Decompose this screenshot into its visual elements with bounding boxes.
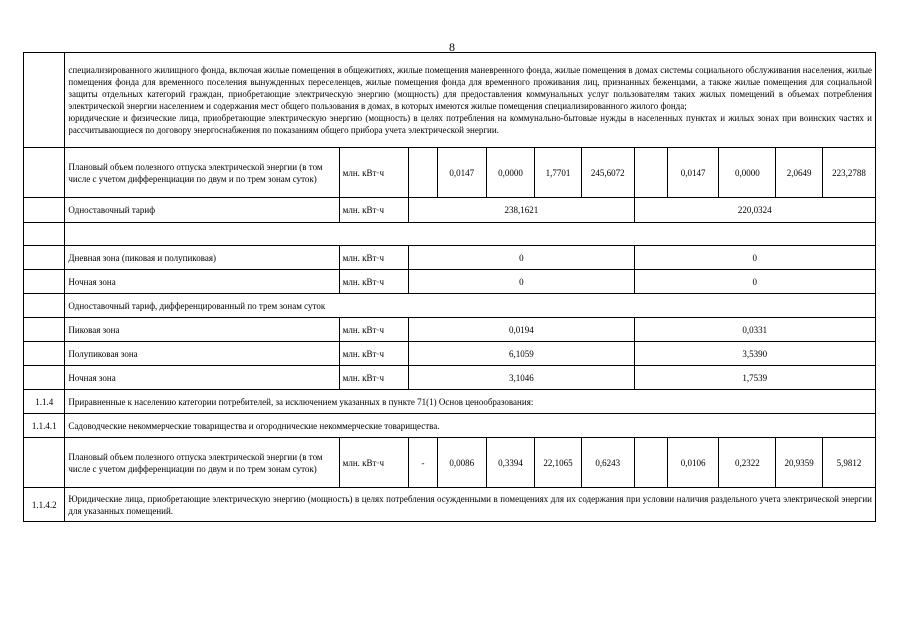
table-row bbox=[24, 366, 876, 390]
value-cell bbox=[409, 148, 438, 198]
table-row bbox=[24, 223, 876, 246]
unit-cell: млн. кВт·ч bbox=[339, 342, 408, 366]
item-number-cell bbox=[24, 438, 65, 488]
row-label: Полупиковая зона bbox=[65, 342, 339, 366]
value-cell: 223,2788 bbox=[822, 148, 875, 198]
value-cell: 3,5390 bbox=[634, 342, 875, 366]
value-cell: 0,0106 bbox=[667, 438, 719, 488]
value-cell: 6,1059 bbox=[409, 342, 635, 366]
tariff-table bbox=[23, 52, 876, 522]
row-label: Пиковая зона bbox=[65, 318, 339, 342]
value-cell: 0 bbox=[634, 246, 875, 270]
value-cell: 0,0147 bbox=[437, 148, 486, 198]
item-number-cell bbox=[24, 366, 65, 390]
item-number-cell bbox=[24, 318, 65, 342]
item-number-cell: 1.1.4.1 bbox=[24, 414, 65, 438]
table-row bbox=[24, 270, 876, 294]
item-number-cell bbox=[24, 223, 65, 246]
table-row bbox=[24, 294, 876, 318]
item-number-cell bbox=[24, 270, 65, 294]
unit-cell: млн. кВт·ч bbox=[339, 198, 408, 223]
table-row bbox=[24, 198, 876, 223]
row-label: Одноставочный тариф bbox=[65, 198, 339, 223]
row-label: Ночная зона bbox=[65, 270, 339, 294]
value-cell: 1,7701 bbox=[535, 148, 582, 198]
value-cell: 0 bbox=[409, 270, 635, 294]
unit-cell: млн. кВт·ч bbox=[339, 270, 408, 294]
value-cell: - bbox=[409, 438, 438, 488]
empty-cell bbox=[65, 223, 876, 246]
item-number-cell: 1.1.4 bbox=[24, 390, 65, 414]
value-cell: 0,0000 bbox=[486, 148, 535, 198]
value-cell: 1,7539 bbox=[634, 366, 875, 390]
value-cell: 3,1046 bbox=[409, 366, 635, 390]
row-label: Дневная зона (пиковая и полупиковая) bbox=[65, 246, 339, 270]
intro-paragraph: юридические и физические лица, приобретающие электрическую энергию (мощность) в целях потребления на коммунально-бытовые нужды в населенных пунктах и жилых зонах при воинских частях и рассчитывающиеся по договору энергоснабжения по показаниям общего прибора учета электрической энергии. bbox=[68, 113, 872, 135]
value-cell: 0,0194 bbox=[409, 318, 635, 342]
table-row bbox=[24, 414, 876, 438]
section-text: Приравненные к населению категории потребителей, за исключением указанных в пункте 71(1) Основ ценообразования: bbox=[65, 390, 876, 414]
item-number-cell bbox=[24, 246, 65, 270]
item-number-cell bbox=[24, 53, 65, 148]
value-cell: 5,9812 bbox=[822, 438, 875, 488]
table-row bbox=[24, 438, 876, 488]
value-cell: 0,6243 bbox=[581, 438, 634, 488]
item-number-cell bbox=[24, 342, 65, 366]
table-row bbox=[24, 246, 876, 270]
value-cell: 245,6072 bbox=[581, 148, 634, 198]
row-label: Ночная зона bbox=[65, 366, 339, 390]
table-row bbox=[24, 148, 876, 198]
value-cell: 0,0147 bbox=[667, 148, 719, 198]
section-header: Одноставочный тариф, дифференцированный по трем зонам суток bbox=[65, 294, 876, 318]
table-row bbox=[24, 390, 876, 414]
value-cell: 0,0000 bbox=[719, 148, 776, 198]
item-number-cell bbox=[24, 294, 65, 318]
value-cell: 0,0086 bbox=[437, 438, 486, 488]
value-cell: 0,2322 bbox=[719, 438, 776, 488]
intro-cell bbox=[65, 53, 876, 148]
unit-cell: млн. кВт·ч bbox=[339, 246, 408, 270]
unit-cell: млн. кВт·ч bbox=[339, 438, 408, 488]
unit-cell: млн. кВт·ч bbox=[339, 366, 408, 390]
value-cell bbox=[634, 148, 667, 198]
value-cell: 238,1621 bbox=[409, 198, 635, 223]
item-number-cell bbox=[24, 148, 65, 198]
value-cell: 0 bbox=[409, 246, 635, 270]
value-cell: 20,9359 bbox=[776, 438, 823, 488]
value-cell: 220,0324 bbox=[634, 198, 875, 223]
item-number-cell: 1.1.4.2 bbox=[24, 488, 65, 522]
item-number-cell bbox=[24, 198, 65, 223]
unit-cell: млн. кВт·ч bbox=[339, 318, 408, 342]
page-number: 8 bbox=[449, 40, 455, 54]
value-cell bbox=[634, 438, 667, 488]
value-cell: 0,0331 bbox=[634, 318, 875, 342]
value-cell: 2,0649 bbox=[776, 148, 823, 198]
value-cell: 22,1065 bbox=[535, 438, 582, 488]
intro-paragraph: специализированного жилищного фонда, включая жилые помещения в общежитиях, жилые помещения маневренного фонда, жилые помещения в домах системы социального обслуживания населения, жилые помещения фонда для временного поселения вынужденных переселенцев, жилые помещения фонда для временного проживания лиц, признанных беженцами, а также жилые помещения для социальной защиты отдельных категорий граждан, приобретающие электрическую энергию (мощность) для предоставления коммунальных услуг пользователям таких жилых помещений в объемах потребления электрической энергии населением и содержания мест общего пользования в домах, в которых имеются жилые помещения специализированного жилого фонда; bbox=[68, 65, 872, 111]
row-label: Плановый объем полезного отпуска электрической энергии (в том числе с учетом дифференциации по двум и по трем зонам суток) bbox=[65, 148, 339, 198]
section-text: Юридические лица, приобретающие электрическую энергию (мощность) в целях потребления осужденными в помещениях для их содержания при условии наличия раздельного учета электрической энергии для указанных помещений. bbox=[65, 488, 876, 522]
value-cell: 0,3394 bbox=[486, 438, 535, 488]
unit-cell: млн. кВт·ч bbox=[339, 148, 408, 198]
table-row bbox=[24, 342, 876, 366]
table-row bbox=[24, 488, 876, 522]
value-cell: 0 bbox=[634, 270, 875, 294]
table-row bbox=[24, 318, 876, 342]
section-text: Садоводческие некоммерческие товарищества и огороднические некоммерческие товарищества. bbox=[65, 414, 876, 438]
table-row bbox=[24, 53, 876, 148]
row-label: Плановый объем полезного отпуска электрической энергии (в том числе с учетом дифференциации по двум и по трем зонам суток) bbox=[65, 438, 339, 488]
